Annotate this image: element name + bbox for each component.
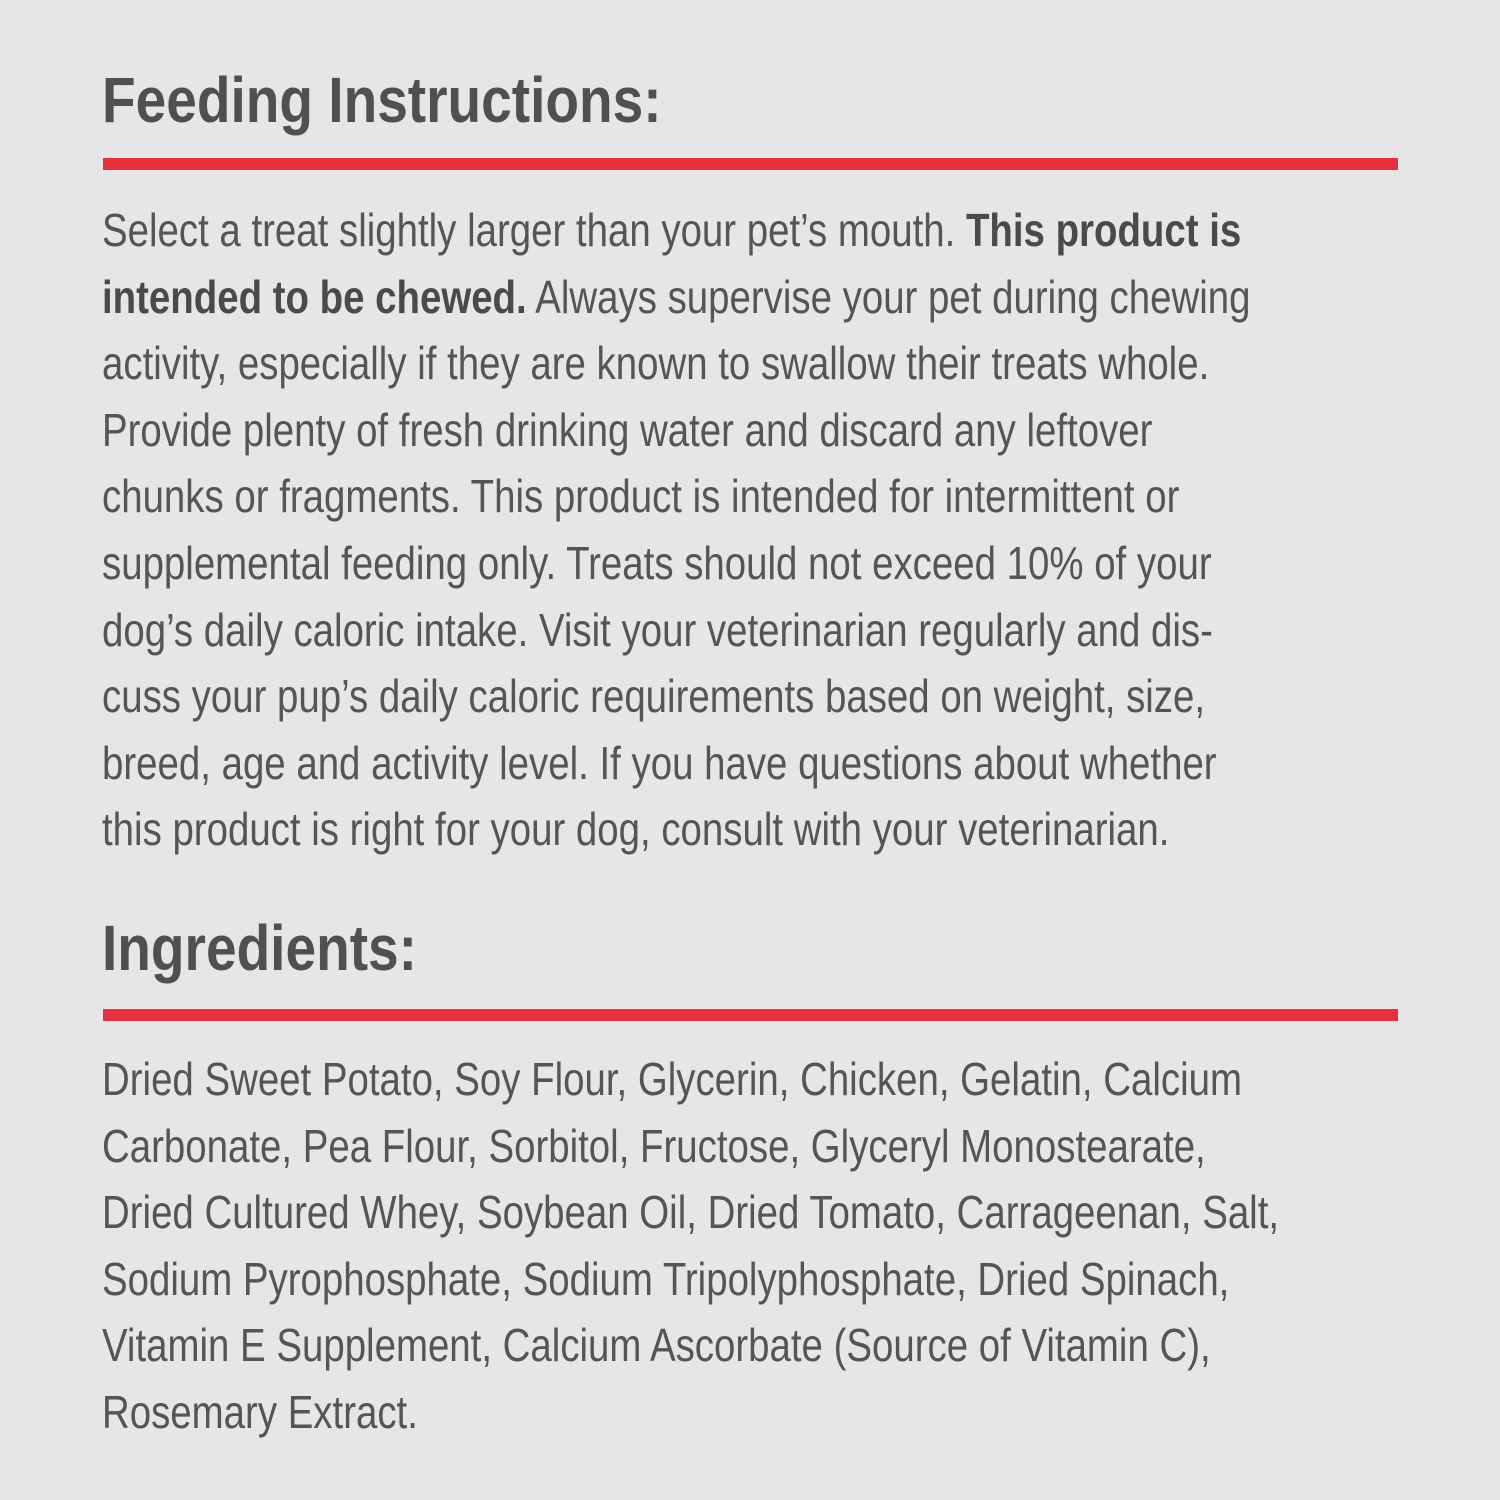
text-line: this product is right for your dog, consult with your veterinarian. — [102, 803, 1170, 856]
text-segment: Always supervise your pet during chewing — [526, 270, 1251, 323]
text-line: Provide plenty of fresh drinking water and discard any leftover — [102, 403, 1153, 456]
feeding-instructions-text — [102, 197, 1477, 863]
text-line: Sodium Pyrophosphate, Sodium Tripolyphosphate, Dried Spinach, — [102, 1252, 1230, 1305]
text-line: Dried Cultured Whey, Soybean Oil, Dried Tomato, Carrageenan, Salt, — [102, 1186, 1280, 1239]
text-line: Dried Sweet Potato, Soy Flour, Glycerin, Chicken, Gelatin, Calcium — [102, 1053, 1242, 1105]
feeding-instructions-heading: Feeding Instructions: — [102, 64, 662, 136]
ingredients-heading: Ingredients: — [102, 912, 417, 984]
text-line: supplemental feeding only. Treats should not exceed 10% of your — [102, 536, 1212, 589]
text-line: chunks or fragments. This product is intended for intermittent or — [102, 470, 1180, 523]
text-segment: Select a treat slightly larger than your pet’s mouth. — [102, 204, 966, 256]
text-line: Vitamin E Supplement, Calcium Ascorbate (Source of Vitamin C), — [102, 1319, 1211, 1372]
heading-divider — [103, 1009, 1398, 1021]
text-line — [102, 264, 1250, 331]
text-line: activity, especially if they are known to swallow their treats whole. — [102, 337, 1210, 390]
text-line: cuss your pup’s daily caloric requirements based on weight, size, — [102, 670, 1206, 723]
text-line: dog’s daily caloric intake. Visit your veterinarian regularly and dis- — [102, 603, 1213, 656]
text-line — [102, 197, 1250, 264]
bold-text-segment: intended to be chewed. — [102, 270, 527, 323]
bold-text-segment: This product is — [965, 204, 1242, 256]
text-line: Carbonate, Pea Flour, Sorbitol, Fructose, Glyceryl Monostearate, — [102, 1119, 1206, 1172]
heading-divider — [103, 158, 1398, 170]
text-line: breed, age and activity level. If you have questions about whether — [102, 736, 1217, 789]
ingredients-text — [102, 1046, 1500, 1446]
text-line: Rosemary Extract. — [102, 1385, 418, 1438]
